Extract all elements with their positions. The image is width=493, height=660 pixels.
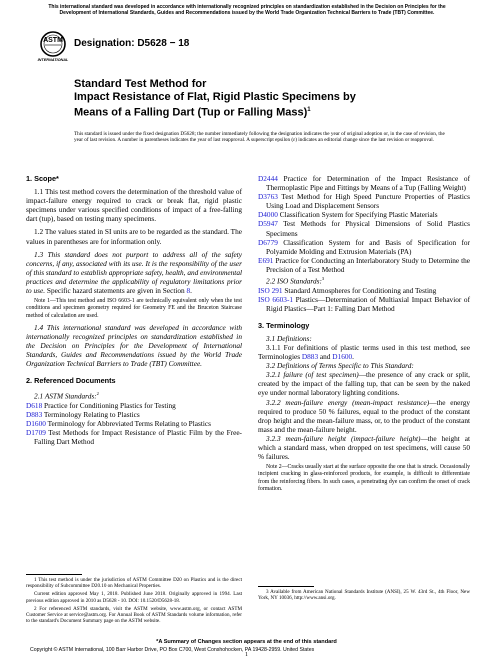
header-notice: This international standard was developed in accordance with internationally recognized principles on standardization established in the Decision on Principles for the Development of International Standards, Guides and Recommendations issued by the World Trade Organization Technical Barriers to Trade (TBT) Committee. bbox=[48, 4, 446, 16]
reference-title: Practice for Conditioning Plastics for Testing bbox=[42, 400, 176, 410]
reference-code-link[interactable]: D1600 bbox=[26, 419, 46, 428]
para-3-1-text: 3.1 Definitions: bbox=[266, 333, 312, 343]
left-footnotes bbox=[26, 574, 242, 626]
para-1-3-tail: Specific hazard statements are given in Section bbox=[45, 286, 187, 296]
reference-code-link[interactable]: D618 bbox=[26, 400, 43, 410]
reference-title: Practice for Determination of the Impact Resistance of Thermoplastic Pipe and Fittings by Means of a Tup (Falling Weight) bbox=[266, 174, 470, 193]
reference-item bbox=[26, 428, 242, 446]
reference-title: Terminology for Abbreviated Terms Relating to Plastics bbox=[45, 419, 211, 428]
astm-logo bbox=[38, 30, 68, 64]
footnote-2: 2 For referenced ASTM standards, visit the ASTM website, www.astm.org, or contact ASTM Customer Service at service@astm.org. For Annual Book of ASTM Standards volume information, refer to the standard's Document Summary page on the ASTM website. bbox=[26, 605, 242, 625]
para-2-2 bbox=[258, 274, 470, 286]
section-1-heading: 1. Scope* bbox=[26, 174, 59, 183]
reference-item bbox=[258, 238, 470, 256]
section-8-link[interactable]: 8 bbox=[186, 286, 191, 296]
reference-code-link[interactable]: E691 bbox=[258, 255, 274, 265]
logo-caption: INTERNATIONAL bbox=[37, 58, 69, 62]
svg-text:ASTM: ASTM bbox=[43, 37, 63, 44]
reference-code-link[interactable]: D4000 bbox=[258, 210, 278, 220]
reference-code-link[interactable]: D6779 bbox=[258, 237, 278, 247]
para-3-2-1 bbox=[258, 370, 470, 397]
title-line-2: Impact Resistance of Flat, Rigid Plastic Specimens by bbox=[74, 91, 356, 103]
reference-title: Classification System for and Basis of Specification for Polyamide Molding and Extrusion Materials (PA) bbox=[266, 237, 470, 256]
reference-item bbox=[26, 419, 242, 428]
para-3-2 bbox=[258, 361, 470, 370]
reference-code-link[interactable]: D5947 bbox=[258, 219, 278, 229]
reference-code-link[interactable]: ISO 6603-1 bbox=[258, 294, 294, 304]
d883-link[interactable]: D883 bbox=[301, 352, 319, 362]
reference-item bbox=[258, 256, 470, 274]
note-1: Note 1—This test method and ISO 6603-1 are technically equivalent only when the test conditions and specimen geometry required for Geometry FE and the Bruceton Staircase method of calculation are used. bbox=[26, 298, 242, 319]
footnote-3-marker: 3 bbox=[321, 276, 325, 282]
term-failure: 3.2.1 failure (of test specimen) bbox=[266, 370, 359, 380]
reference-title: Test Methods for Impact Resistance of Plastic Film by the Free-Falling Dart Method bbox=[34, 428, 242, 447]
para-2-1 bbox=[26, 389, 242, 401]
para-3-1-1-and: and bbox=[318, 352, 333, 362]
copyright-line: Copyright © ASTM International, 100 Barr Harbor Drive, PO Box C700, West Conshohocken, PA 19428-2959. United States bbox=[30, 647, 315, 653]
footnote-rule bbox=[258, 586, 314, 587]
term-mean-failure-energy: 3.2.2 mean-failure energy (mean-impact resistance) bbox=[266, 397, 430, 407]
para-3-2-2 bbox=[258, 398, 470, 434]
page-number: 1 bbox=[245, 652, 248, 658]
para-3-2-text: 3.2 Definitions of Terms Specific to This Standard: bbox=[266, 361, 414, 371]
left-column bbox=[26, 174, 242, 446]
para-3-1-1-text: 3.1.1 For definitions of plastic terms used in this test method, see Terminologies bbox=[258, 343, 470, 362]
para-3-2-3 bbox=[258, 434, 470, 461]
reference-title: Classification System for Specifying Plastic Materials bbox=[277, 210, 438, 220]
note-2: Note 2—Cracks usually start at the surface opposite the one that is struck. Occasionally incipient cracking in glass-reinforced products, for example, is difficult to differentiate from the reinforcing fibers. In such cases, a penetrating dye can confirm the onset of crack formation. bbox=[258, 464, 470, 492]
issuance-statement: This standard is issued under the fixed designation D5628; the number immediately following the designation indicates the year of original adoption or, in the case of revision, the year of last revision. A number in parentheses indicates the year of last reapproval. A superscript epsilon (ε) indicates an editorial change since the last revision or reapproval. bbox=[74, 131, 445, 144]
title-line-3-text: Means of a Falling Dart (Tup or Falling Mass) bbox=[74, 106, 308, 119]
astm-reference-list-left bbox=[26, 401, 242, 446]
reference-item bbox=[26, 401, 242, 410]
astm-reference-list-right bbox=[258, 174, 470, 274]
para-2-1-text: 2.1 ASTM Standards: bbox=[34, 391, 97, 401]
para-3-1 bbox=[258, 334, 470, 343]
term-mean-failure-height: 3.2.3 mean-failure height (impact-failure height) bbox=[266, 433, 421, 443]
section-2-heading: 2. Referenced Documents bbox=[26, 376, 116, 386]
reference-title: Test Methods for Physical Dimensions of Solid Plastics Specimens bbox=[266, 219, 470, 238]
para-1-3-italic: 1.3 This standard does not purport to address all of the safety concerns, if any, associated with its use. It is the responsibility of the user of this standard to establish appropriate safety, health, and environmental practices and determine the applicability of regulatory limitations prior to use. bbox=[26, 249, 242, 296]
reference-code-link[interactable]: D3763 bbox=[258, 192, 278, 202]
footnote-3: 3 Available from American National Standards Institute (ANSI), 25 W. 43rd St., 4th Floor, New York, NY 10036, http://www.ansi.org. bbox=[258, 589, 470, 602]
para-2-2-text: 2.2 ISO Standards: bbox=[266, 276, 322, 286]
footnote-1: 1 This test method is under the jurisdiction of ASTM Committee D20 on Plastics and is the direct responsibility of Subcommittee D20.10 on Mechanical Properties. bbox=[26, 577, 242, 590]
reference-code-link[interactable]: D883 bbox=[26, 409, 43, 419]
para-3-1-1 bbox=[258, 343, 470, 361]
reference-item bbox=[258, 219, 470, 237]
para-3-1-1-end: . bbox=[352, 352, 354, 362]
reference-code-link[interactable]: D1709 bbox=[26, 428, 46, 438]
reference-title: Practice for Conducting an Interlaboratory Study to Determine the Precision of a Test Method bbox=[266, 255, 470, 274]
right-column bbox=[258, 174, 470, 496]
reference-item bbox=[258, 192, 470, 210]
right-footnotes bbox=[258, 586, 470, 603]
reference-item bbox=[258, 174, 470, 192]
definition-mean-failure-energy: —the energy required to produce 50 % failures, equal to the product of the constant drop height and the mean-failure mass, or, to the product of the constant mass and the mean-failure height. bbox=[258, 397, 470, 434]
para-1-4 bbox=[26, 323, 242, 368]
title-footnote-marker: 1 bbox=[307, 107, 311, 113]
d1600-link[interactable]: D1600 bbox=[332, 352, 353, 362]
footnote-2-marker: 2 bbox=[96, 391, 99, 397]
designation: Designation: D5628 − 18 bbox=[74, 38, 190, 49]
iso-reference-list bbox=[258, 286, 470, 313]
para-1-3: 1.3 This standard does not purport to address all of the safety concerns, if any, associated with its use. It is the responsibility of the user of this standard to establish appropriate safety, health, and environmental practices and determine the applicability of regulatory limitations prior to use. Specific hazard statements are given in Section 8. bbox=[26, 249, 242, 296]
reference-item bbox=[258, 295, 470, 313]
footnote-1-edition: Current edition approved May 1, 2018. Published June 2018. Originally approved in 1994. Last previous edition approved in 2010 as D5628 - 10. DOI: 10.1520/D5628-18. bbox=[26, 591, 242, 604]
title-line-1: Standard Test Method for bbox=[74, 78, 207, 90]
para-1-4-italic: 1.4 This international standard was developed in accordance with internationally recognized principles on standardization established in the Decision on Principles for the Development of International Standards, Guides and Recommendations issued by the World Trade Organization Technical Barriers to Trade (TBT) Committee. bbox=[26, 322, 242, 369]
reference-code-link[interactable]: ISO 291 bbox=[258, 285, 283, 295]
reference-title: Test Method for High Speed Puncture Properties of Plastics Using Load and Displacement Sensors bbox=[266, 192, 470, 211]
para-1-1: 1.1 This test method covers the determination of the threshold value of impact-failure energy required to crack or break flat, rigid plastic specimens under various specified conditions of impact of a free-falling dart (tup), based on testing many specimens. bbox=[26, 187, 242, 224]
reference-title: Terminology Relating to Plastics bbox=[42, 409, 140, 419]
document-title bbox=[74, 78, 434, 120]
definition-mean-failure-height: —the height at which a standard mass, when dropped on test specimens, will cause 50 % failures. bbox=[258, 433, 470, 462]
reference-item bbox=[26, 410, 242, 419]
reference-item bbox=[258, 210, 470, 219]
reference-title: Standard Atmospheres for Conditioning and Testing bbox=[282, 285, 437, 295]
reference-title: Plastics—Determination of Multiaxial Impact Behavior of Rigid Plastics—Part 1: Falling Dart Method bbox=[266, 294, 470, 313]
title-line-3 bbox=[74, 104, 434, 120]
summary-of-changes-notice: *A Summary of Changes section appears at the end of this standard bbox=[156, 639, 337, 645]
section-3-heading: 3. Terminology bbox=[258, 320, 310, 330]
para-1-2: 1.2 The values stated in SI units are to be regarded as the standard. The values in parentheses are for information only. bbox=[26, 227, 242, 246]
definition-failure: —the presence of any crack or split, created by the impact of the falling tup, that can be seen by the naked eye under normal laboratory lighting conditions. bbox=[258, 370, 470, 398]
reference-item bbox=[258, 286, 470, 295]
footnote-rule bbox=[26, 574, 82, 575]
reference-code-link[interactable]: D2444 bbox=[258, 174, 278, 183]
